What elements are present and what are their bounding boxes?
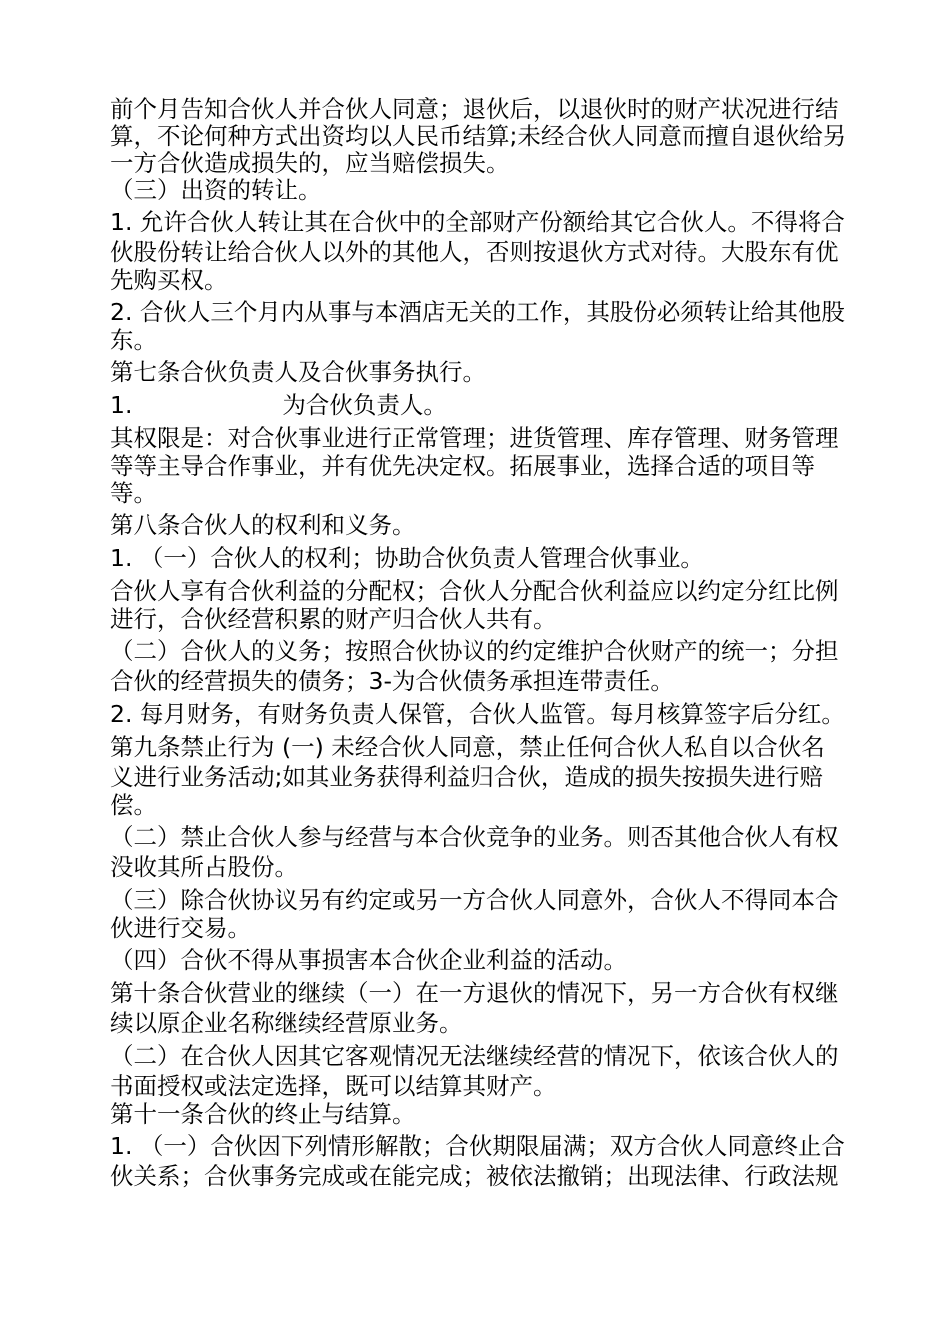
text-line: （二）禁止合伙人参与经营与本合伙竞争的业务。则否其他合伙人有权: [110, 823, 839, 851]
text-line: 1. 允许合伙人转让其在合伙中的全部财产份额给其它合伙人。不得将合: [110, 208, 845, 236]
text-line: 第九条禁止行为 (一) 未经合伙人同意，禁止任何合伙人私自以合伙名: [110, 733, 825, 761]
text-line: 2. 合伙人三个月内从事与本酒店无关的工作，其股份必须转让给其他股: [110, 298, 845, 326]
text-line: 合伙人享有合伙利益的分配权；合伙人分配合伙利益应以约定分红比例: [110, 577, 839, 605]
text-line: 第七条合伙负责人及合伙事务执行。: [110, 358, 486, 386]
text-line: 进行，合伙经营积累的财产归合伙人共有。: [110, 605, 557, 633]
text-line: （四）合伙不得从事损害本合伙企业利益的活动。: [110, 946, 627, 974]
text-line: 续以原企业名称继续经营原业务。: [110, 1009, 463, 1037]
text-line: 2. 每月财务，有财务负责人保管，合伙人监管。每月核算签字后分红。: [110, 700, 845, 728]
text-line: 第十一条合伙的终止与结算。: [110, 1100, 416, 1128]
text-line: 伙关系；合伙事务完成或在能完成；被依法撤销；出现法律、行政法规: [110, 1162, 839, 1190]
text-line: 等等主导合作事业，并有优先决定权。拓展事业，选择合适的项目等: [110, 452, 815, 480]
text-line: 1. （一）合伙因下列情形解散；合伙期限届满；双方合伙人同意终止合: [110, 1132, 845, 1160]
text-line: 伙股份转让给合伙人以外的其他人，否则按退伙方式对待。大股东有优: [110, 238, 839, 266]
text-line: 偿。: [110, 791, 157, 819]
text-line: （三）除合伙协议另有约定或另一方合伙人同意外，合伙人不得同本合: [110, 886, 839, 914]
text-line: 义进行业务活动;如其业务获得利益归合伙，造成的损失按损失进行赔: [110, 763, 823, 791]
text-line: 前个月告知合伙人并合伙人同意；退伙后，以退伙时的财产状况进行结: [110, 95, 839, 123]
item-number: 1.: [110, 391, 133, 419]
text-line: 1. （一）合伙人的权利；协助合伙负责人管理合伙事业。: [110, 544, 704, 572]
document-page: [110, 96, 870, 1191]
text-line: 东。: [110, 326, 157, 354]
text-line: 合伙的经营损失的债务；3-为合伙债务承担连带责任。: [110, 667, 674, 695]
text-line: （二）合伙人的义务；按照合伙协议的约定维护合伙财产的统一；分担: [110, 637, 839, 665]
text-line: 书面授权或法定选择，既可以结算其财产。: [110, 1072, 557, 1100]
text-line: 先购买权。: [110, 266, 228, 294]
text-line: 伙进行交易。: [110, 914, 251, 942]
text-fragment: 为合伙负责人。: [282, 391, 447, 419]
text-line: 等。: [110, 479, 157, 507]
text-line: 其权限是：对合伙事业进行正常管理；进货管理、库存管理、财务管理: [110, 424, 839, 452]
text-line: （二）在合伙人因其它客观情况无法继续经营的情况下，依该合伙人的: [110, 1042, 839, 1070]
text-line: 第十条合伙营业的继续（一）在一方退伙的情况下，另一方合伙有权继: [110, 979, 839, 1007]
text-line: 一方合伙造成损失的，应当赔偿损失。: [110, 149, 510, 177]
text-line: 算，不论何种方式出资均以人民币结算;未经合伙人同意而擅自退伙给另: [110, 122, 847, 150]
text-line: 第八条合伙人的权利和义务。: [110, 511, 416, 539]
responsible-person-line: [110, 390, 870, 420]
text-line: （三）出资的转让。: [110, 176, 322, 204]
text-line: 没收其所占股份。: [110, 853, 298, 881]
